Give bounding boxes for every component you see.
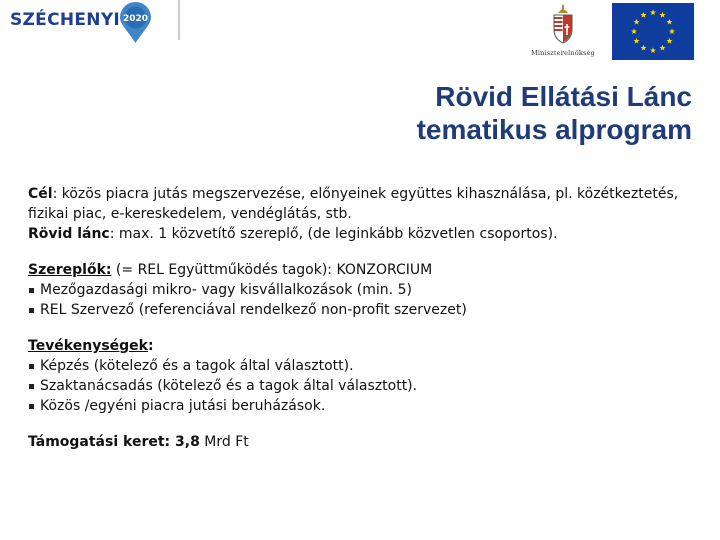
actors-heading [28,260,698,280]
bullet-square-icon [29,404,34,409]
slide-title [417,80,692,146]
actors-list [28,280,698,320]
activities-list [28,356,698,416]
chain-paragraph [28,224,698,244]
ministry-logo [522,4,604,62]
support-line [28,432,698,452]
goal-text: : közös piacra jutás megszervezése, előnyeinek együttes kihasználása, pl. közétkeztetés, fizikai piac, e-kereskedelem, vendéglátás, stb. [28,186,679,222]
activities-heading [28,336,698,356]
chain-label: Rövid lánc [28,226,110,242]
support-unit: Mrd Ft [199,434,249,450]
bullet-square-icon [29,384,34,389]
chain-text: : max. 1 közvetítő szereplő, (de leginkább közvetlen csoportos). [109,226,558,242]
goal-label: Cél [28,186,53,202]
title-line-1: Rövid Ellátási Lánc [435,81,692,112]
szechenyi-year: 2020 [122,14,149,24]
bullet-square-icon [29,364,34,369]
list-item: Mezőgazdasági mikro- vagy kisvállalkozások (min. 5) [28,280,698,300]
list-item: Közös /egyéni piacra jutási beruházások. [28,396,698,416]
bullet-square-icon [29,288,34,293]
szechenyi-2020-logo [10,2,180,44]
location-pin-icon [119,2,152,44]
ministry-caption: Miniszterelnökség [530,49,596,57]
eu-flag-icon [612,3,694,60]
title-line-2: tematikus alprogram [416,114,692,145]
szechenyi-wordmark: SZÉCHENYI [10,10,121,30]
actors-label: Szereplők: [28,262,112,278]
slide-body [28,184,698,452]
list-item: REL Szervező (referenciával rendelkező non-profit szervezet) [28,300,698,320]
support-label: Támogatási keret: 3,8 [28,434,200,450]
hungarian-crest-icon [552,4,574,44]
logo-divider [178,0,180,40]
bullet-square-icon [29,308,34,313]
activities-label: Tevékenységek [28,338,148,354]
goal-paragraph [28,184,698,224]
list-item: Szaktanácsadás (kötelező és a tagok által választott). [28,376,698,396]
activities-colon: : [147,338,154,354]
list-item: Képzés (kötelező és a tagok által választott). [28,356,698,376]
actors-text: (= REL Együttműködés tagok): KONZORCIUM [111,262,433,278]
